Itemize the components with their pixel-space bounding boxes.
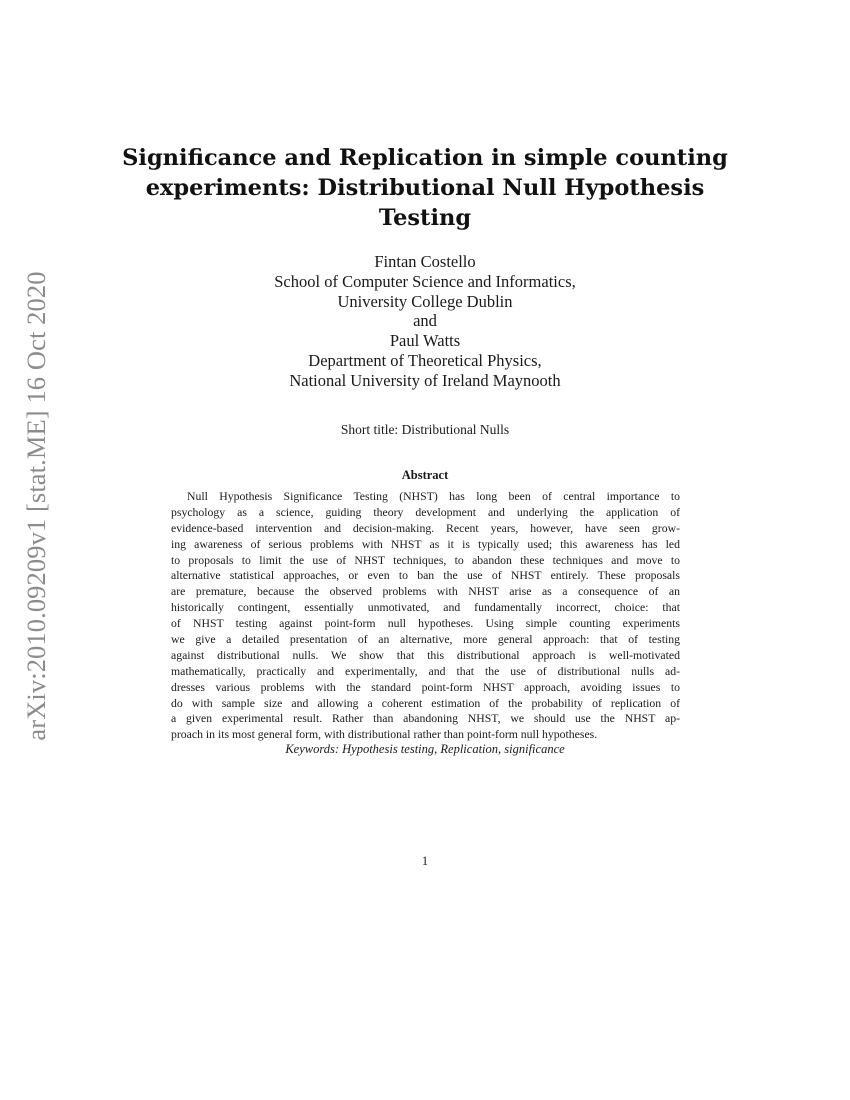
author-name: Fintan Costello [374, 252, 476, 271]
abstract-line: alternative statistical approaches, or even to ban the use of NHST entirely. These proposals [171, 569, 680, 583]
keywords: Keywords: Hypothesis testing, Replication, significance [285, 742, 565, 756]
title-line: experiments: Distributional Null Hypothesis [145, 175, 705, 201]
abstract-line: to proposals to limit the use of NHST techniques, to abandon these techniques and move to [171, 553, 680, 567]
author-affiliation: National University of Ireland Maynooth [289, 370, 561, 390]
page-number: 1 [421, 854, 429, 868]
abstract-line: dresses various problems with the standard point-form NHST approach, avoiding issues to [171, 680, 680, 694]
abstract-line: ing awareness of serious problems with NHST as it is typically used; this awareness has led [171, 537, 680, 551]
abstract-line: are premature, because the observed problems with NHST arise as a consequence of an [171, 585, 680, 599]
title-line: Testing [378, 205, 472, 231]
author-name: Paul Watts [389, 331, 461, 351]
author-affiliation: School of Computer Science and Informatics, [274, 271, 576, 291]
abstract-heading: Abstract [401, 468, 449, 482]
author-conjunction: and [413, 311, 437, 331]
author-affiliation: Department of Theoretical Physics, [308, 350, 542, 370]
paper-title [120, 143, 730, 233]
author-affiliation: University College Dublin [337, 291, 513, 311]
title-line: Significance and Replication in simple counting [122, 145, 728, 171]
author-block [170, 252, 680, 391]
short-title: Short title: Distributional Nulls [340, 422, 510, 437]
abstract-line: a given experimental result. Rather than abandoning NHST, we should use the NHST ap- [171, 712, 680, 726]
abstract-line: mathematically, practically and experimentally, and that the use of distributional nulls ad- [171, 664, 680, 678]
abstract-line: historically contingent, essentially unmotivated, and fundamentally incorrect, choice: that [171, 601, 680, 615]
abstract-line: against distributional nulls. We show that this distributional approach is well-motivated [171, 648, 680, 662]
abstract-line: we give a detailed presentation of an alternative, more general approach: that of testing [171, 633, 680, 647]
abstract-line: psychology as a science, guiding theory development and underlying the application of [171, 505, 680, 519]
abstract-body [171, 489, 680, 743]
abstract-line: Null Hypothesis Significance Testing (NHST) has long been of central importance to [187, 490, 680, 503]
abstract-line: proach in its most general form, with distributional rather than point-form null hypotheses. [171, 728, 598, 742]
arxiv-identifier-stamp: arXiv:2010.09209v1 [stat.ME] 16 Oct 2020 [21, 271, 51, 741]
abstract-line: evidence-based intervention and decision-making. Recent years, however, have seen grow- [171, 521, 680, 535]
abstract-line: of NHST testing against point-form null hypotheses. Using simple counting experiments [171, 617, 680, 631]
abstract-line: do with sample size and allowing a coherent estimation of the probability of replication of [171, 696, 680, 710]
